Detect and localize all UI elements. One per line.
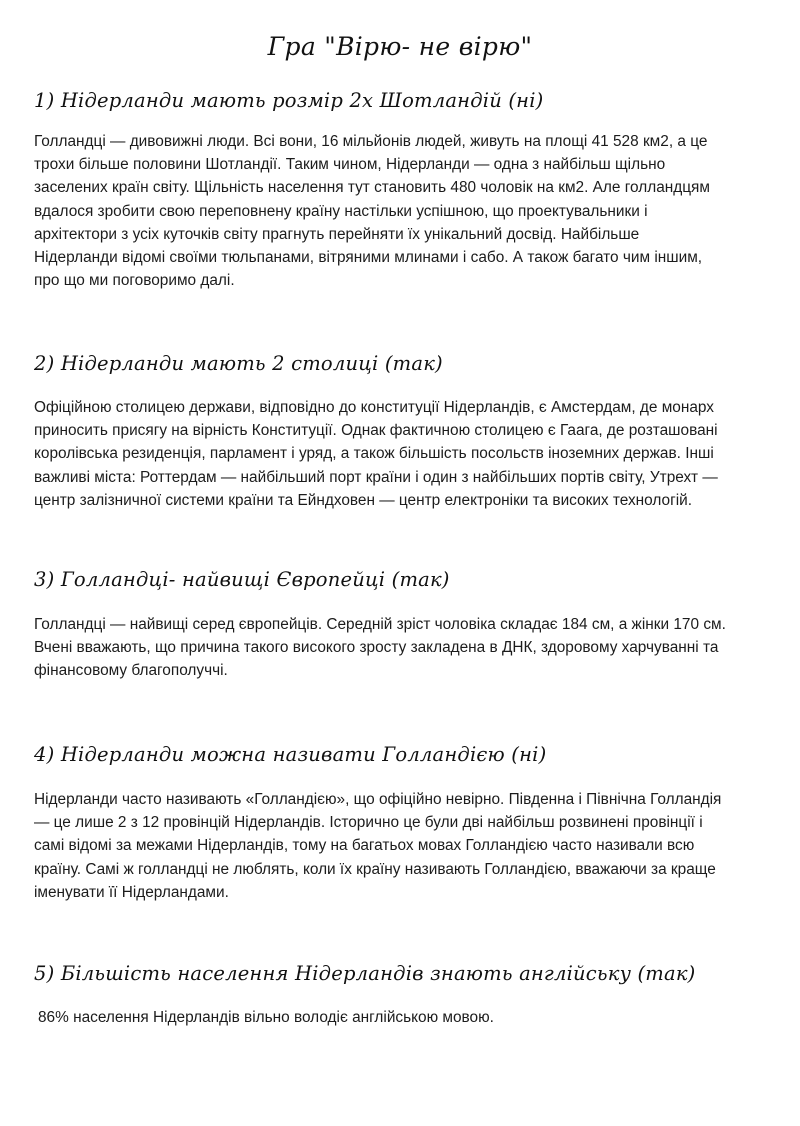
paragraph-line: 86% населення Нідерландів вільно володіє англійською мовою. — [38, 1009, 494, 1026]
paragraph-line: важливі міста: Роттердам — найбільший порт країни і один з найбільших портів світу, Утрехт — — [34, 468, 718, 486]
paragraph-line: трохи більше половини Шотландії. Таким чином, Нідерланди — одна з найбільш щільно — [34, 156, 666, 174]
section-heading-2: 2) Нідерланди мають 2 столиці (так) — [34, 352, 443, 375]
section-heading-3: 3) Голландці- найвищі Європейці (так) — [34, 568, 450, 591]
paragraph-line: Голландці — дивовижні люди. Всі вони, 16 мільйонів людей, живуть на площі 41 528 км2, а це — [34, 133, 708, 150]
paragraph-line: Нідерланди часто називають «Голландією», що офіційно невірно. Південна і Північна Голландія — [34, 791, 722, 808]
section-paragraph-2 — [34, 396, 774, 512]
paragraph-line: Офіційною столицею держави, відповідно до конституції Нідерландів, є Амстердам, де монарх — [34, 399, 714, 416]
section-heading-5: 5) Більшість населення Нідерландів знають англійську (так) — [34, 962, 696, 985]
paragraph-line: самі відомі за межами Нідерландів, тому на багатьох мовах Голландією часто називали всю — [34, 837, 695, 855]
paragraph-line: центр залізничної системи країни та Ейндховен — центр електроніки та високих технологій. — [34, 491, 693, 509]
paragraph-line: країну. Самі ж голландці не люблять, коли їх країну називають Голландією, вважаючи за краще — [34, 860, 716, 878]
section-paragraph-4 — [34, 788, 774, 904]
paragraph-line: Нідерланди відомі своїми тюльпанами, вітряними млинами і сабо. А також багато чим іншим, — [34, 249, 703, 267]
section-paragraph-3 — [34, 613, 774, 683]
paragraph-line: королівська резиденція, парламент і уряд, а також більшість посольств іноземних держав. Інші — [34, 445, 714, 463]
paragraph-line: вдалося зробити свою переповнену країну настільки успішною, що проектувальники і — [34, 202, 648, 220]
section-heading-4: 4) Нідерланди можна називати Голландією (ні) — [34, 743, 547, 766]
section-heading-1: 1) Нідерланди мають розмір 2х Шотландій (ні) — [34, 89, 544, 112]
paragraph-line: архітектори з усіх куточків світу прагнуть перейняти їх унікальний досвід. Найбільше — [34, 225, 640, 243]
paragraph-line: про що ми поговоримо далі. — [34, 272, 235, 290]
page-title: Гра "Вірю- не вірю" — [267, 32, 533, 61]
paragraph-line: Вчені вважають, що причина такого високого зросту закладена в ДНК, здоровому харчуванні та — [34, 639, 719, 657]
paragraph-line: фінансовому благополуччі. — [34, 662, 228, 680]
section-paragraph-1 — [34, 130, 774, 292]
section-paragraph-5 — [38, 1006, 778, 1029]
paragraph-line: заселених країн світу. Щільність населення тут становить 480 чоловік на км2. Але голландцям — [34, 179, 710, 197]
paragraph-line: Голландці — найвищі серед європейців. Середній зріст чоловіка складає 184 см, а жінки 170 см. — [34, 616, 726, 633]
paragraph-line: іменувати її Нідерландами. — [34, 883, 229, 901]
paragraph-line: приносить присягу на вірність Конституції. Однак фактичною столицею є Гаага, де розташовані — [34, 422, 718, 440]
paragraph-line: — це лише 2 з 12 провінцій Нідерландів. Історично це були дві найбільш розвинені провінції і — [34, 814, 703, 832]
